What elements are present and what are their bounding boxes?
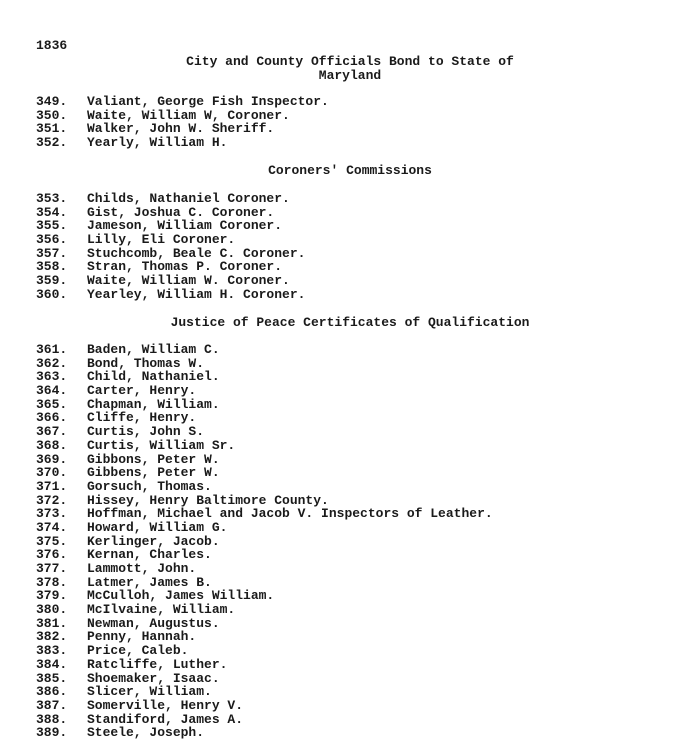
list-item — [36, 521, 493, 535]
entry-list-bonds — [36, 95, 329, 150]
list-item — [36, 192, 305, 206]
list-item — [36, 589, 493, 603]
entry-number: 374. — [36, 519, 68, 535]
list-item — [36, 713, 493, 727]
list-item — [36, 136, 329, 150]
entry-text: Penny, Hannah. — [87, 629, 197, 645]
entry-number: 361. — [36, 342, 68, 357]
section-heading-line: Maryland — [318, 68, 382, 83]
entry-number: 349. — [36, 94, 68, 109]
entry-text: Gibbens, Peter W. — [87, 465, 220, 481]
entry-number: 375. — [36, 533, 68, 549]
entry-number: 381. — [36, 615, 68, 631]
entry-text: Jameson, William Coroner. — [87, 218, 283, 234]
entry-number: 356. — [36, 232, 68, 248]
list-item — [36, 630, 493, 644]
entry-text: Newman, Augustus. — [87, 615, 220, 631]
entry-number: 353. — [36, 191, 68, 206]
entry-number: 354. — [36, 204, 68, 220]
entry-number: 369. — [36, 451, 68, 467]
entry-text: McIlvaine, William. — [87, 602, 236, 618]
section-heading-coroners: Coroners' Commissions — [268, 163, 432, 178]
entry-text: Curtis, John S. — [87, 424, 205, 440]
entry-text: Child, Nathaniel. — [87, 369, 220, 385]
list-item — [36, 603, 493, 617]
entry-number: 376. — [36, 547, 68, 563]
entry-number: 387. — [36, 697, 68, 713]
list-item — [36, 507, 493, 521]
entry-text: Cliffe, Henry. — [87, 410, 197, 426]
list-item — [36, 425, 493, 439]
entry-number: 378. — [36, 574, 68, 590]
entry-text: Yearly, William H. — [87, 135, 228, 151]
entry-text: Stuchcomb, Beale C. Coroner. — [87, 245, 306, 261]
entry-number: 363. — [36, 369, 68, 385]
list-item — [36, 398, 493, 412]
entry-text: Latmer, James B. — [87, 574, 212, 590]
section-heading-bonds — [0, 55, 700, 83]
entry-text: Childs, Nathaniel Coroner. — [87, 191, 290, 206]
list-item — [36, 233, 305, 247]
entry-text: Kernan, Charles. — [87, 547, 212, 563]
entry-number: 380. — [36, 602, 68, 618]
entry-text: Waite, William W, Coroner. — [87, 107, 290, 123]
list-item — [36, 658, 493, 672]
entry-text: Hoffman, Michael and Jacob V. Inspectors of Leather. — [87, 506, 493, 522]
list-item — [36, 95, 329, 109]
section-heading-justice-of-peace: Justice of Peace Certificates of Qualification — [170, 315, 530, 330]
list-item — [36, 411, 493, 425]
entry-text: Chapman, William. — [87, 396, 220, 412]
entry-number: 371. — [36, 478, 68, 494]
entry-number: 388. — [36, 711, 68, 727]
list-item — [36, 685, 493, 699]
entry-text: Yearley, William H. Coroner. — [87, 286, 306, 302]
page-year: 1836 — [36, 38, 68, 53]
list-item — [36, 219, 305, 233]
list-item — [36, 439, 493, 453]
entry-text: Walker, John W. Sheriff. — [87, 121, 275, 137]
entry-text: Lilly, Eli Coroner. — [87, 232, 236, 248]
entry-number: 357. — [36, 245, 68, 261]
entry-number: 365. — [36, 396, 68, 412]
entry-number: 351. — [36, 121, 68, 137]
entry-number: 386. — [36, 684, 68, 700]
entry-number: 384. — [36, 656, 68, 672]
entry-text: Carter, Henry. — [87, 383, 197, 399]
entry-text: Kerlinger, Jacob. — [87, 533, 220, 549]
entry-text: Gorsuch, Thomas. — [87, 478, 212, 494]
list-item — [36, 109, 329, 123]
entry-number: 350. — [36, 107, 68, 123]
entry-number: 370. — [36, 465, 68, 481]
list-item — [36, 122, 329, 136]
entry-text: Shoemaker, Isaac. — [87, 670, 220, 686]
entry-text: Standiford, James A. — [87, 711, 244, 727]
entry-number: 367. — [36, 424, 68, 440]
list-item — [36, 206, 305, 220]
entry-text: Lammott, John. — [87, 561, 197, 576]
list-item — [36, 480, 493, 494]
entry-text: Stran, Thomas P. Coroner. — [87, 259, 283, 275]
entry-number: 385. — [36, 670, 68, 686]
entry-text: Curtis, William Sr. — [87, 437, 236, 453]
entry-number: 377. — [36, 561, 68, 576]
list-item — [36, 247, 305, 261]
entry-list-coroners — [36, 192, 305, 302]
entry-number: 355. — [36, 218, 68, 234]
list-item — [36, 548, 493, 562]
entry-text: Gist, Joshua C. Coroner. — [87, 204, 275, 220]
entry-number: 382. — [36, 629, 68, 645]
list-item — [36, 562, 493, 576]
entry-text: Bond, Thomas W. — [87, 355, 205, 371]
entry-text: Valiant, George Fish Inspector. — [87, 94, 329, 109]
list-item — [36, 494, 493, 508]
entry-text: Waite, William W. Coroner. — [87, 273, 290, 289]
entry-text: Baden, William C. — [87, 342, 220, 357]
list-item — [36, 274, 305, 288]
entry-number: 372. — [36, 492, 68, 508]
entry-text: Ratcliffe, Luther. — [87, 656, 228, 672]
entry-number: 389. — [36, 725, 68, 741]
entry-text: Gibbons, Peter W. — [87, 451, 220, 467]
list-item — [36, 644, 493, 658]
list-item — [36, 453, 493, 467]
list-item — [36, 617, 493, 631]
entry-text: Somerville, Henry V. — [87, 697, 244, 713]
entry-number: 383. — [36, 643, 68, 659]
list-item — [36, 576, 493, 590]
entry-number: 373. — [36, 506, 68, 522]
entry-number: 368. — [36, 437, 68, 453]
entry-text: Steele, Joseph. — [87, 725, 205, 741]
entry-number: 352. — [36, 135, 68, 151]
entry-number: 366. — [36, 410, 68, 426]
list-item — [36, 288, 305, 302]
entry-number: 358. — [36, 259, 68, 275]
entry-number: 364. — [36, 383, 68, 399]
entry-number: 362. — [36, 355, 68, 371]
list-item — [36, 343, 493, 357]
list-item — [36, 466, 493, 480]
list-item — [36, 699, 493, 713]
entry-number: 359. — [36, 273, 68, 289]
list-item — [36, 384, 493, 398]
list-item — [36, 370, 493, 384]
entry-text: McCulloh, James William. — [87, 588, 275, 604]
entry-text: Howard, William G. — [87, 519, 228, 535]
entry-list-justice-of-peace — [36, 343, 493, 740]
entry-text: Hissey, Henry Baltimore County. — [87, 492, 329, 508]
section-heading-line: City and County Officials Bond to State of — [186, 54, 514, 69]
list-item — [36, 672, 493, 686]
list-item — [36, 726, 493, 740]
list-item — [36, 357, 493, 371]
entry-text: Slicer, William. — [87, 684, 212, 700]
list-item — [36, 535, 493, 549]
entry-number: 379. — [36, 588, 68, 604]
entry-number: 360. — [36, 286, 68, 302]
list-item — [36, 260, 305, 274]
entry-text: Price, Caleb. — [87, 643, 189, 659]
